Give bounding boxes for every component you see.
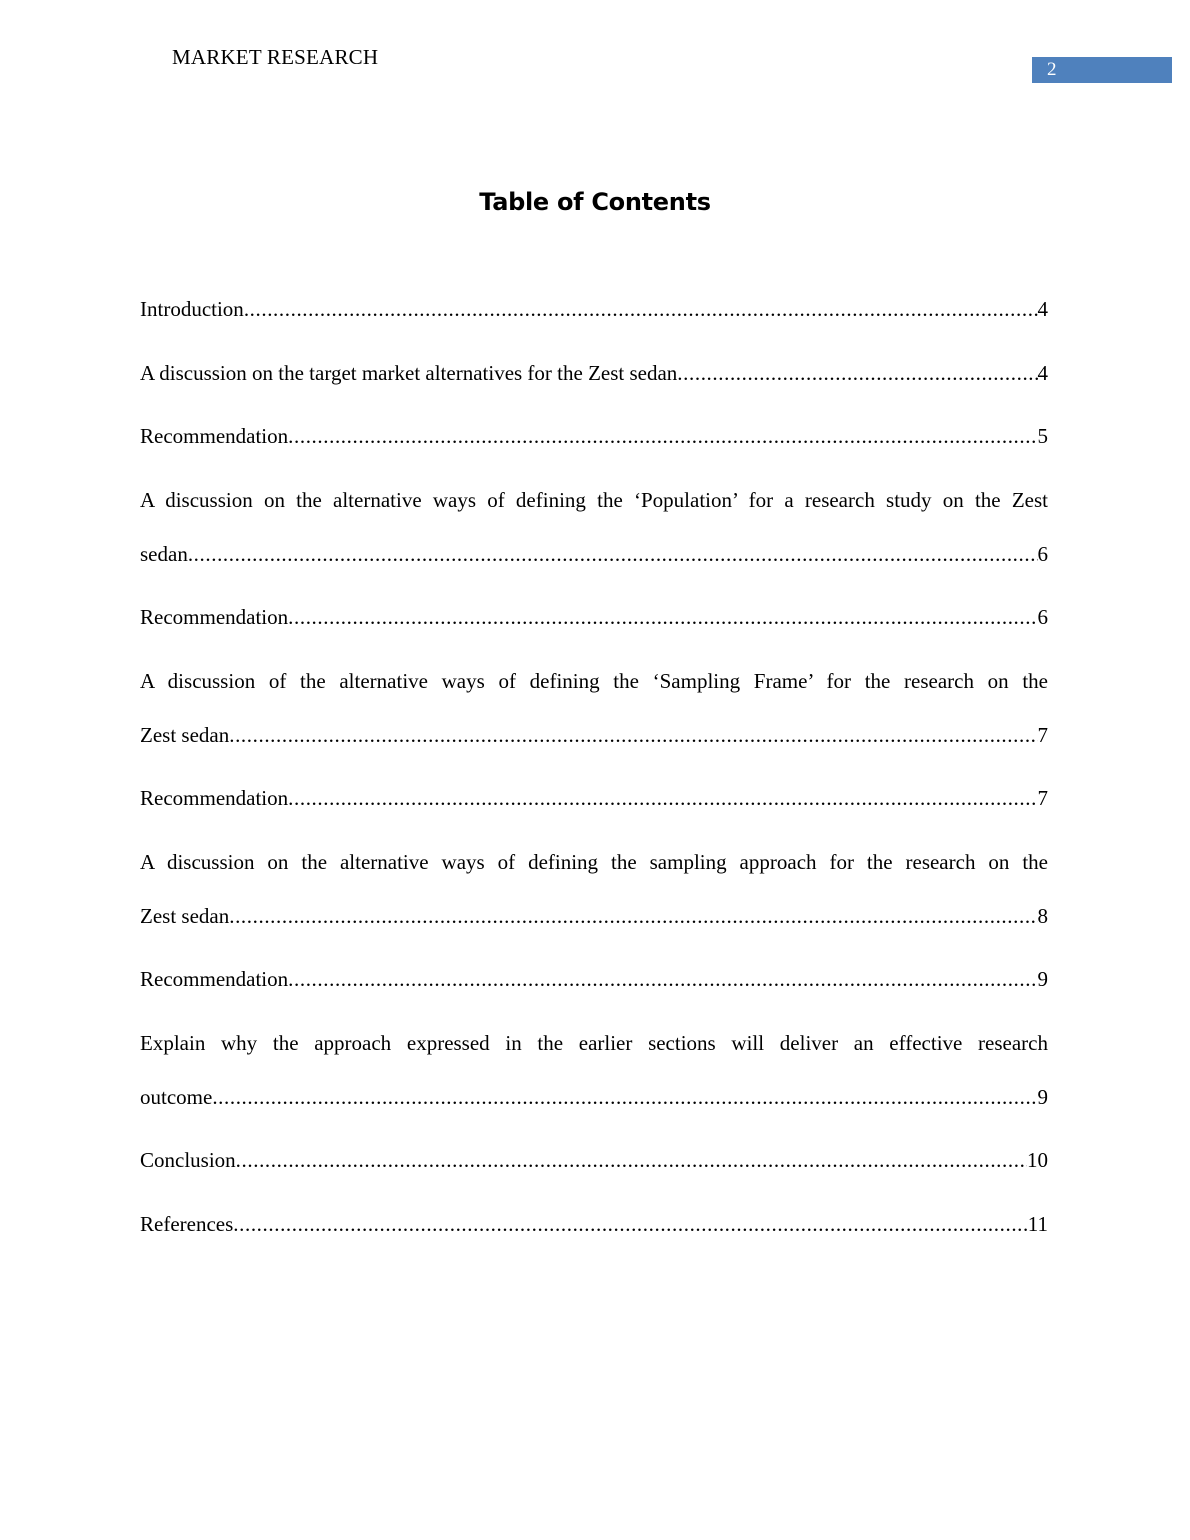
toc-entry[interactable]: [140, 409, 1048, 463]
toc-entry[interactable]: [140, 346, 1048, 400]
toc-entry-line: [140, 708, 1048, 762]
toc-entry-title: A discussion on the target market alternatives for the Zest sedan: [140, 360, 678, 385]
toc-entry-line: [140, 1197, 1048, 1251]
toc-dot-leader: [229, 708, 1037, 762]
toc-dot-leader: [288, 590, 1037, 644]
toc-dot-leader: [288, 952, 1037, 1006]
toc-page-number: 10: [1027, 1148, 1048, 1172]
toc-entry-title: Recommendation: [140, 424, 289, 448]
toc-entry[interactable]: [140, 1133, 1048, 1187]
page-number-badge: 2: [1032, 57, 1172, 83]
toc-title: Table of Contents: [479, 188, 711, 216]
toc-page-number: 9: [1037, 967, 1048, 991]
toc-page-number: 7: [1037, 786, 1048, 810]
toc-entry-title: Zest sedan: [140, 903, 230, 928]
toc-list: [140, 282, 1048, 1260]
toc-entry-line: [140, 282, 1048, 336]
toc-dot-leader: [677, 346, 1037, 400]
toc-dot-leader: [188, 527, 1038, 581]
toc-entry[interactable]: [140, 835, 1048, 943]
toc-entry-title: Conclusion: [140, 1148, 236, 1172]
toc-dot-leader: [288, 409, 1037, 463]
toc-entry[interactable]: [140, 282, 1048, 336]
running-head: MARKET RESEARCH: [172, 45, 379, 69]
toc-entry-line: [140, 590, 1048, 644]
toc-entry-title: References: [140, 1211, 234, 1236]
toc-entry-heading-line: Explain why the approach expressed in the earlier sections will deliver an effective research: [140, 1030, 1048, 1055]
toc-entry-line: [140, 346, 1048, 400]
toc-entry[interactable]: [140, 1016, 1048, 1124]
toc-entry-title: Recommendation: [140, 967, 289, 991]
toc-page-number: 4: [1037, 297, 1048, 321]
toc-entry-heading-line: A discussion of the alternative ways of defining the ‘Sampling Frame’ for the research on the: [140, 668, 1048, 693]
toc-entry-line: [140, 1133, 1048, 1187]
toc-dot-leader: [236, 1133, 1027, 1187]
toc-entry-line: [140, 409, 1048, 463]
toc-entry-line: [140, 952, 1048, 1006]
toc-entry[interactable]: [140, 590, 1048, 644]
toc-page-number: 9: [1037, 1084, 1048, 1109]
toc-entry-title: outcome: [140, 1084, 213, 1109]
toc-entry-line: [140, 889, 1048, 943]
toc-entry-title: Zest sedan: [140, 722, 230, 747]
toc-entry[interactable]: [140, 771, 1048, 825]
toc-entry-title: Introduction: [140, 297, 244, 321]
toc-page-number: 7: [1037, 722, 1048, 747]
toc-entry[interactable]: [140, 473, 1048, 581]
toc-entry-title: Recommendation: [140, 605, 289, 629]
toc-entry[interactable]: [140, 952, 1048, 1006]
toc-entry-line: [140, 1070, 1048, 1124]
toc-page-number: 6: [1037, 541, 1048, 566]
toc-page-number: 5: [1037, 424, 1048, 448]
toc-entry-title: sedan: [140, 541, 188, 566]
toc-entry-heading-line: A discussion on the alternative ways of defining the ‘Population’ for a research study on the Zest: [140, 487, 1048, 512]
toc-entry-line: [140, 771, 1048, 825]
toc-entry[interactable]: [140, 654, 1048, 762]
toc-entry[interactable]: [140, 1197, 1048, 1251]
toc-page-number: 11: [1027, 1211, 1048, 1236]
toc-dot-leader: [244, 282, 1038, 336]
toc-entry-line: [140, 527, 1048, 581]
toc-page-number: 6: [1037, 605, 1048, 629]
toc-dot-leader: [212, 1070, 1037, 1124]
toc-dot-leader: [288, 771, 1037, 825]
toc-entry-title: Recommendation: [140, 786, 289, 810]
toc-dot-leader: [229, 889, 1037, 943]
toc-page-number: 8: [1037, 903, 1048, 928]
toc-dot-leader: [233, 1197, 1027, 1251]
toc-page-number: 4: [1037, 360, 1048, 385]
toc-entry-heading-line: A discussion on the alternative ways of defining the sampling approach for the research on the: [140, 849, 1048, 874]
